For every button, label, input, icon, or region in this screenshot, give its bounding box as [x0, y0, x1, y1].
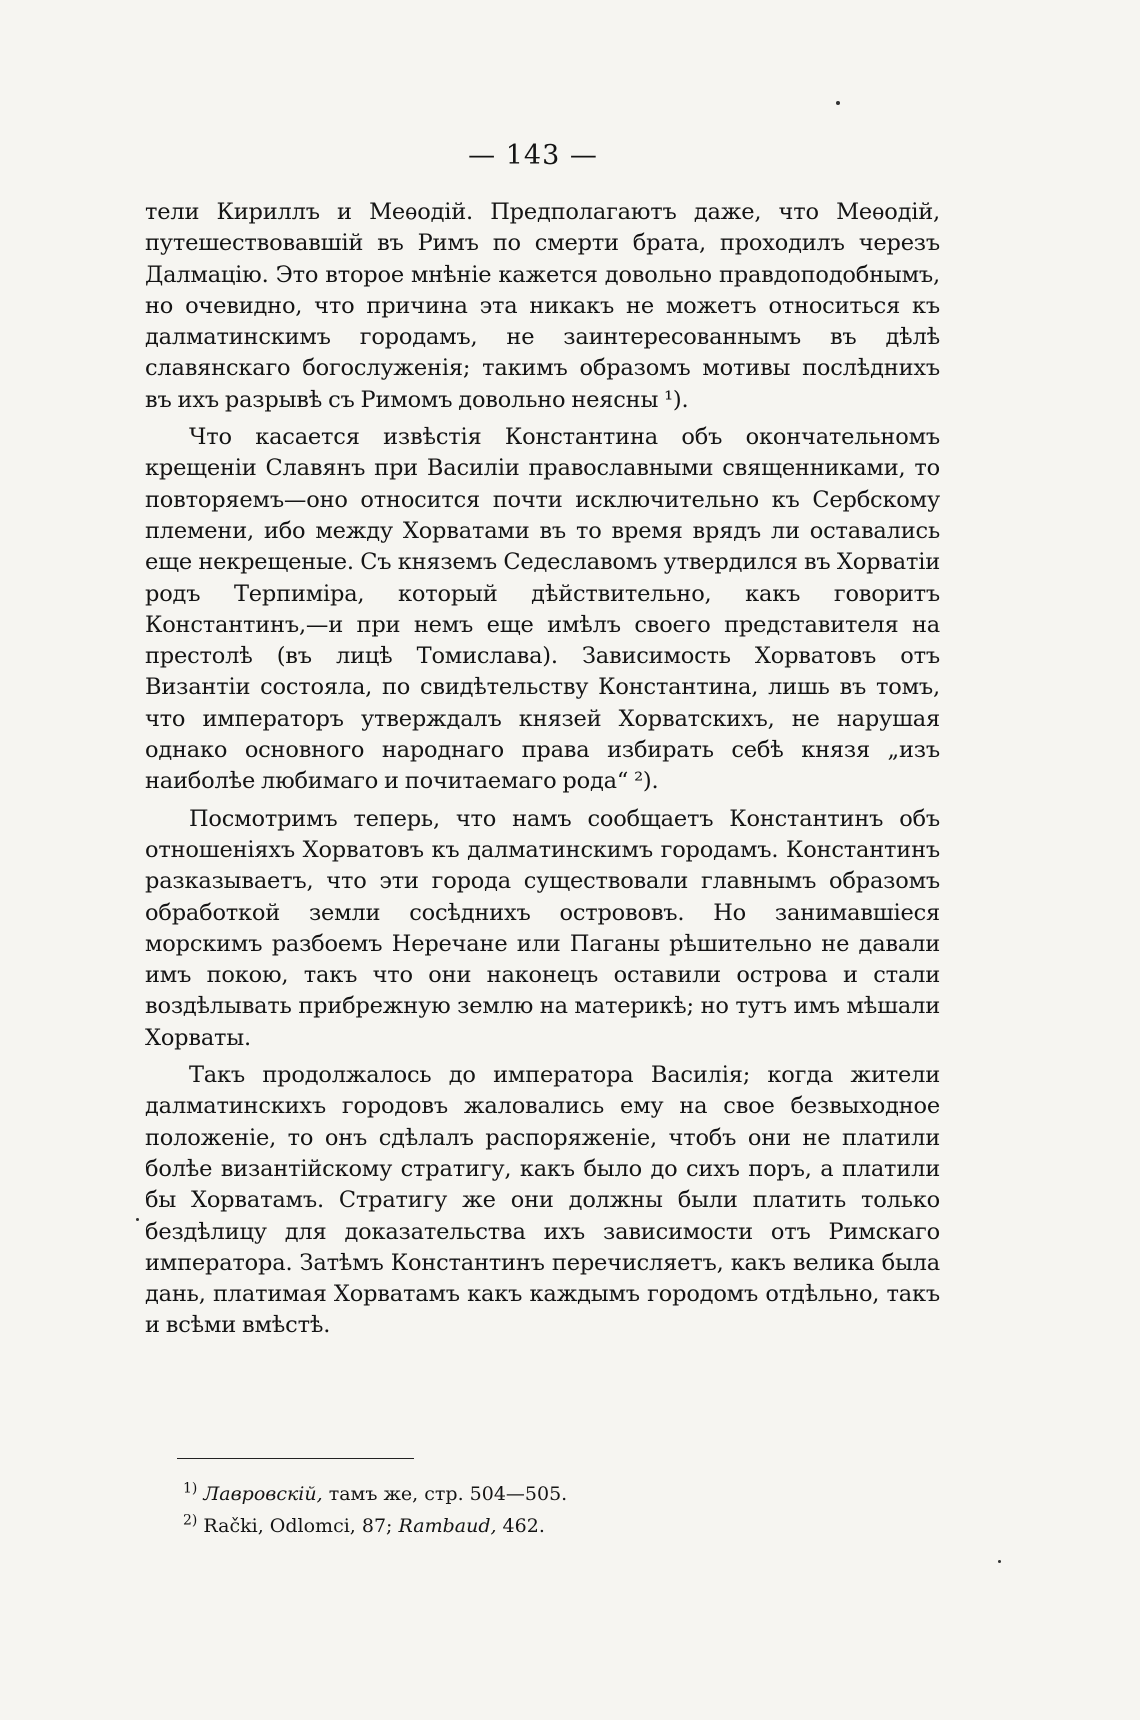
footnote-author: Лавровскій, — [203, 1483, 323, 1505]
paragraph-1: тели Кириллъ и Меѳодій. Предполагаютъ даже, что Меѳодій, путешествовавшій въ Римъ по смерти брата, проходилъ черезъ Далмацію. Это второе мнѣніе кажется довольно правдоподобнымъ, но очевидно, что причина эта никакъ не можетъ относиться къ далматинскимъ городамъ, не заинтересованнымъ въ дѣлѣ славянскаго богослуженія; такимъ образомъ мотивы послѣднихъ въ ихъ разрывѣ съ Римомъ довольно неясны ¹). — [145, 199, 940, 413]
page-number: — 143 — — [468, 140, 598, 171]
footnotes — [183, 1478, 883, 1542]
footnote-text: Odlomci, 87; — [263, 1515, 399, 1537]
footnote-2 — [183, 1510, 883, 1542]
paragraph-3: Посмотримъ теперь, что намъ сообщаетъ Константинъ объ отношеніяхъ Хорватовъ къ далматинскимъ городамъ. Константинъ разказываетъ, что эти города существовали главнымъ образомъ обработкой земли сосѣднихъ острововъ. Но занимавшіеся морскимъ разбоемъ Неречане или Паганы рѣшительно не давали имъ покою, такъ что они наконецъ оставили острова и стали воздѣлывать прибрежную землю на материкѣ; но тутъ имъ мѣшали Хорваты. — [145, 805, 940, 1051]
body-text — [145, 197, 940, 1348]
print-speck — [836, 101, 840, 105]
paragraph-2: Что касается извѣстія Константина объ окончательномъ крещеніи Славянъ при Василіи православными священниками, то повторяемъ—оно относится почти исключительно къ Сербскому племени, ибо между Хорватами въ то время врядъ ли оставались еще некрещеные. Съ княземъ Седеславомъ утвердился въ Хорватіи родъ Терпиміра, который дѣйствительно, какъ говоритъ Константинъ,—и при немъ еще имѣлъ своего представителя на престолѣ (въ лицѣ Томислава). Зависимость Хорватовъ отъ Византіи состояла, по свидѣтельству Константина, лишь въ томъ, что императоръ утверждалъ князей Хорватскихъ, не нарушая однако основного народнаго права избирать себѣ князя „изъ наиболѣе любимаго и почитаемаго рода“ ²). — [145, 424, 940, 795]
footnote-text: тамъ же, стр. 504—505. — [322, 1483, 568, 1505]
footnote-mark: 1) — [183, 1480, 198, 1497]
print-speck — [136, 1218, 139, 1221]
footnote-author-2: Rambaud, — [398, 1515, 497, 1537]
footnote-divider — [177, 1458, 414, 1459]
footnote-text-2: 462. — [496, 1515, 545, 1537]
footnote-author: Rački, — [203, 1515, 264, 1537]
paragraph-4: Такъ продолжалось до императора Василія; когда жители далматинскихъ городовъ жаловались ему на свое безвыходное положеніе, то онъ сдѣлалъ распоряженіе, чтобъ они не платили болѣе византійскому стратигу, какъ было до сихъ поръ, а платили бы Хорватамъ. Стратигу же они должны были платить только бездѣлицу для доказательства ихъ зависимости отъ Римскаго императора. Затѣмъ Константинъ перечисляетъ, какъ велика была дань, платимая Хорватамъ какъ каждымъ городомъ отдѣльно, такъ и всѣми вмѣстѣ. — [145, 1062, 940, 1339]
footnote-mark: 2) — [183, 1512, 198, 1529]
footnote-1 — [183, 1478, 883, 1510]
print-speck — [998, 1560, 1001, 1563]
